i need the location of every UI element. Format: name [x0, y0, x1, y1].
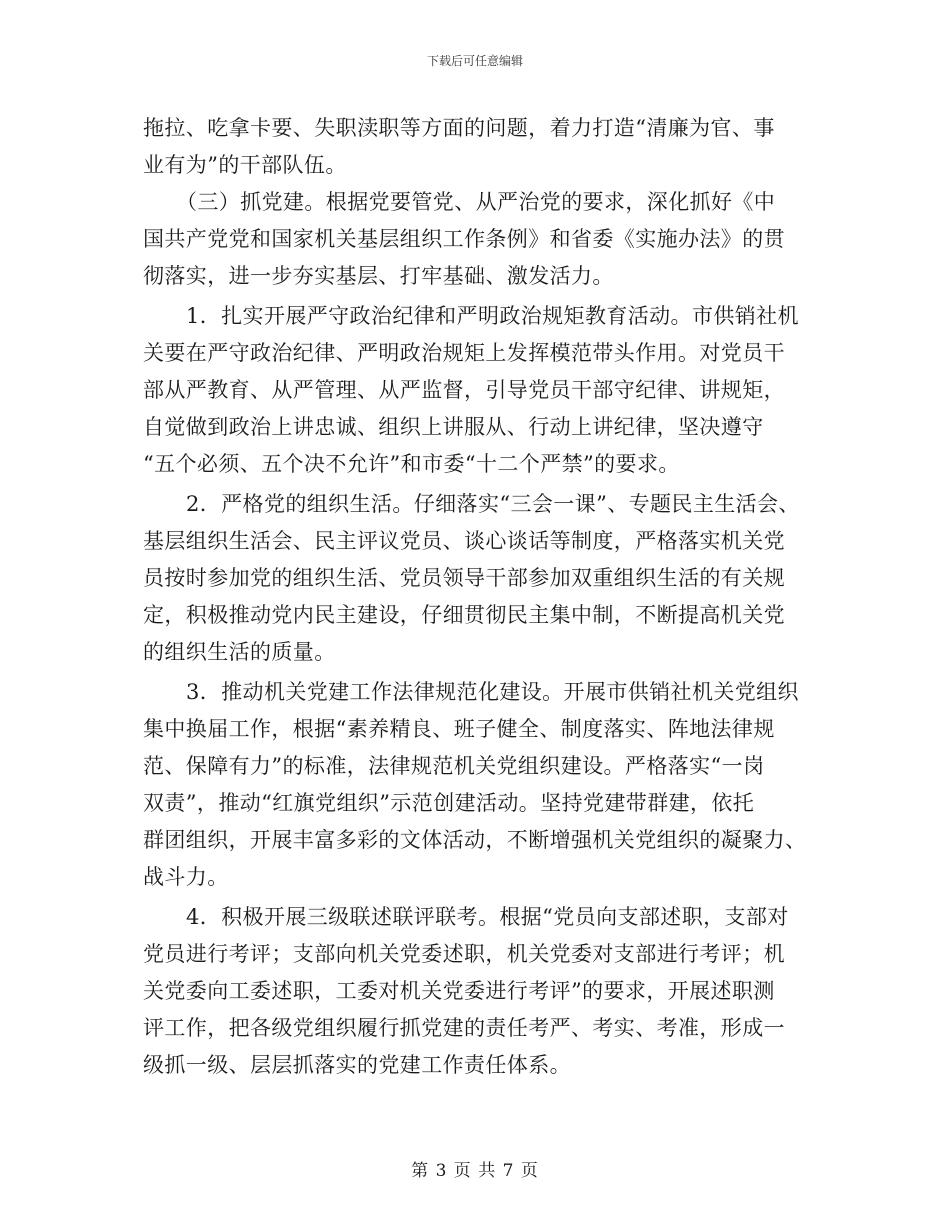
body-line: 业有为”的干部队伍。 [143, 153, 347, 177]
body-line: 4．积极开展三级联述联评联考。根据“党员向支部述职，支部对 [186, 905, 789, 929]
body-line: 部从严教育、从严管理、从严监督，引导党员干部守纪律、讲规矩， [143, 378, 785, 402]
body-line: 员按时参加党的组织生活、党员领导干部参加双重组织生活的有关规 [143, 566, 785, 590]
body-line: 关要在严守政治纪律、严明政治规矩上发挥模范带头作用。对党员干 [143, 341, 785, 365]
body-line: （三）抓党建。根据党要管党、从严治党的要求，深化抓好《中 [176, 190, 776, 214]
body-line: 范、保障有力”的标准，法律规范机关党组织建设。严格落实“一岗 [143, 754, 765, 778]
body-line: 彻落实，进一步夯实基层、打牢基础、激发活力。 [143, 264, 614, 288]
page-header: 下载后可任意编辑 [426, 54, 523, 68]
body-line: 3．推动机关党建工作法律规范化建设。开展市供销社机关党组织 [186, 680, 799, 704]
body-line: 基层组织生活会、民主评议党员、谈心谈话等制度，严格落实机关党 [143, 529, 785, 553]
page-number: 第 3 页 共 7 页 [411, 1161, 539, 1181]
body-line: 自觉做到政治上讲忠诚、组织上讲服从、行动上讲纪律，坚决遵守 [143, 415, 764, 439]
body-line: 群团组织，开展丰富多彩的文体活动，不断增强机关党组织的凝聚力、 [143, 828, 807, 852]
body-line: 级抓一级、层层抓落实的党建工作责任体系。 [143, 1053, 571, 1077]
body-line: 双责”，推动“红旗党组织”示范创建活动。坚持党建带群建，依托 [143, 791, 755, 815]
body-line: 定，积极推动党内民主建设，仔细贯彻民主集中制，不断提高机关党 [143, 603, 785, 627]
body-line: 2．严格党的组织生活。仔细落实“三会一课”、专题民主生活会、 [186, 492, 800, 516]
body-line: 战斗力。 [143, 865, 229, 889]
body-line: 1．扎实开展严守政治纪律和严明政治规矩教育活动。市供销社机 [186, 304, 799, 328]
body-line: 评工作，把各级党组织履行抓党建的责任考严、考实、考准，形成一 [143, 1016, 785, 1040]
body-line: 关党委向工委述职，工委对机关党委进行考评”的要求，开展述职测 [143, 979, 775, 1003]
body-line: 党员进行考评；支部向机关党委述职，机关党委对支部进行考评；机 [143, 942, 785, 966]
body-line: 国共产党党和国家机关基层组织工作条例》和省委《实施办法》的贯 [143, 227, 785, 251]
body-line: “五个必须、五个决不允许”和市委“十二个严禁”的要求。 [143, 452, 680, 476]
body-line: 拖拉、吃拿卡要、失职渎职等方面的问题，着力打造“清廉为官、事 [143, 116, 775, 140]
body-line: 的组织生活的质量。 [143, 640, 336, 664]
body-line: 集中换届工作，根据“素养精良、班子健全、制度落实、阵地法律规 [143, 717, 775, 741]
